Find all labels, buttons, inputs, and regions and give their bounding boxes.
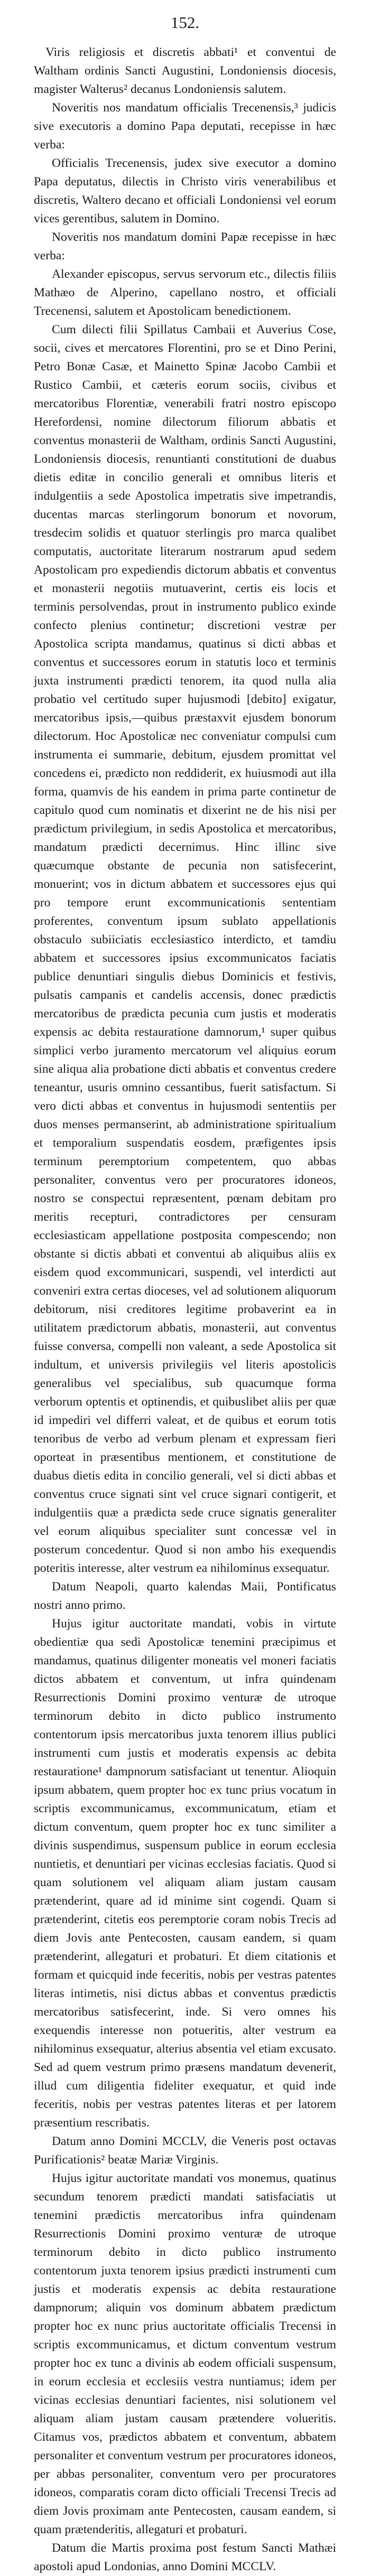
paragraph: Officialis Trecenensis, judex sive executor a domino Papa deputatus, dilectis in Christo viris venerabilibus et discretis, Waltero decano et officiali Londoniensi vel eorum vices gerentibus, salutem in Domino. [34,156,336,226]
document-body [34,43,336,2576]
paragraph: Noveritis nos mandatum officialis Trecenensis,³ judicis sive executoris a domino Papa deputati, recepisse in hæc verba: [34,101,336,152]
paragraph: Hujus igitur auctoritate mandati, vobis in virtute obedientiæ qua sedi Apostolicæ tenemini præcipimus et mandamus, quatinus diligenter moneatis vel moneri faciatis dictos abbatem et conventum, ut infra quindenam Resurrectionis Domini proximo venturæ de utroque terminorum debito in dicto publico instrumento contentorum ipsis mercatoribus juxta tenorem illius publici instrumenti cum justis et moderatis expensis ac debita restauratione¹ dampnorum satisfaciant ut tenentur. Alioquin ipsum abbatem, quem propter hoc ex tunc prius vocatum in scriptis excommunicamus, excommunicatum, etiam et dictum conventum, quem propter hoc ex tunc similiter a divinis suspendimus, suspensum publice in eorum ecclesia nuntietis, et denuntiari per vicinas ecclesias faciatis. Quod si quam solutionem vel aliquam aliam justam causam prætenderint, quare ad id minime sint cogendi. Quam si prætenderint, citetis eos peremptorie coram nobis Trecis ad diem Jovis ante Pentecosten, causam eandem, si quam prætenderint, allegaturi et probaturi. Et diem citationis et formam et quicquid inde feceritis, nobis per vestras patentes literas intimetis, nisi dictus abbas et conventus prædictis mercatoribus satisfecerint, inde. Si vero omnes his exequendis interesse non potueritis, alter vestrum ea nihilominus exsequatur, alterius absentia vel etiam excusato. Sed ad quem vestrum primo præsens mandatum devenerit, illud cum diligentia fideliter exequatur, et quid inde feceritis, nobis per vestras patentes literas et per latorem præsentium rescribatis. [34,1617,336,2130]
paragraph: Alexander episcopus, servus servorum etc., dilectis filiis Mathæo de Alperino, capellano nostro, et officiali Trecenensi, salutem et Apostolicam benedictionem. [34,267,336,318]
page-number: 152. [170,13,200,32]
paragraph: Cum dilecti filii Spillatus Cambaii et Auverius Cose, socii, cives et mercatores Florentini, pro se et Dino Perini, Petro Bonæ Casæ, et Mainetto Spinæ Jacobo Cambii et Rustico Cambii, et cæteris eorum sociis, civibus et mercatoribus Florentiæ, venerabili fratri nostro episcopo Herefordensi, nomine dilectorum filiorum abbatis et conventus monasterii de Waltham, ordinis Sancti Augustini, Londoniensis diocesis, renuntianti constitutioni de duabus dietis editæ in concilio generali et omnibus literis et indulgentiis a sede Apostolica impetratis sive impetrandis, ducentas marcas sterlingorum bonorum et novorum, tresdecim solidis et quatuor sterlingis pro marca qualibet computatis, auctoritate literarum nostrarum apud sedem Apostolicam pro expediendis dictorum abbatis et conventus et monasterii negotiis mutuaverint, certis eis locis et terminis persolvendas, prout in instrumento publico exinde confecto plenius continetur; discretioni vestræ per Apostolica scripta mandamus, quatinus si dicti abbas et conventus et successores eorum in statutis loco et terminis juxta instrumenti prædicti tenorem, ita quod nulla alia probatio vel certitudo super hujusmodi [debito] exigatur, mercatoribus ipsis,—quibus præstaxvit ejusdem bonorum dilectorum. Hoc Apostolicæ nec conveniatur compulsi cum instrumenta ei summarie, debitum, ejusdem promittat vel concedens ei, prædicto non reddiderit, ex huiusmodi aut illa forma, quamvis de his eandem in prima parte continetur de capitulo quod cum nominatis et dixerint ne de his nisi per prædictum privilegium, in sedis Apostolica et mercatoribus, mandatum prædicti decernimus. Hinc illinc sive quæcumque obstante de pecunia non satisfecerint, monuerint; vos in dictum abbatem et successores ejus qui pro tempore erunt excommunicationis sententiam proferentes, conventum ipsum sublato appellationis obstaculo subiiciatis ecclesiastico interdicto, et tamdiu abbatem et successores ipsius excommunicatos faciatis publice denuntiari singulis diebus Dominicis et festivis, pulsatis campanis et candelis accensis, donec prædictis mercatoribus de prædicta pecunia cum justis et moderatis expensis ac debita restauratione damnorum,¹ super quibus simplici verbo juramento mercatorum vel aliquius eorum sine aliqua alia probatione dicti abbatis et conventus credere teneantur, usuris omnino cessantibus, fuerit satisfactum. Si vero dicti abbas et conventus in hujusmodi sententiis per duos menses permanserint, ab administratione spiritualium et temporalium suspendatis eosdem, præfigentes ipsis terminum peremptorium competentem, quo abbas personaliter, conventus vero per procuratores idoneos, nostro se conspectui repræsentent, pœnam debitam pro meritis recepturi, contradictores per censuram ecclesiasticam appellatione postposita compescendo; non obstante si dictis abbati et conventui ab aliquibus aliis ex eisdem quod excommunicari, suspendi, vel interdicti aut conveniri extra certas dioceses, vel ad solutionem aliquorum debitorum, nisi creditores legitime probaverint ea in utilitatem prædictorum abbatis, monasterii, aut conventus fuisse conversa, compelli non valeant, a sede Apostolica sit indultum, et universis privilegiis vel literis apostolicis generalibus vel specialibus, sub quacumque forma verborum optentis et optinendis, et quibuslibet aliis per quæ id impediri vel differri valeat, et de quibus et eorum totis tenoribus de verbo ad verbum plenam et expressam fieri oporteat in præsentibus mentionem, et constitutione de duabus dietis edita in concilio generali, vel si dicti abbas et conventus cruce signati sint vel cruce signari contigerit, et indulgentiis quæ a prædicta sede cruce signatis generaliter vel eorum aliquibus specialiter sunt concessæ vel in posterum concedentur. Quod si non ambo his exequendis poteritis interesse, alter vestrum ea nihilominus exsequatur. [34,323,336,1575]
paragraph: Hujus igitur auctoritate mandati vos monemus, quatinus secundum tenorem prædicti mandati satisfaciatis ut tenemini prædictis mercatoribus infra quindenam Resurrectionis Domini proximo venturæ de utroque terminorum debito in dicto publico instrumento contentorum juxta tenorem ipsius prædicti instrumenti cum justis et moderatis expensis ac debita restauratione dampnorum; aliquin vos dominum abbatem prædictum propter hoc ex nunc prius auctoritate officialis Trecensi in scriptis excommunicamus, et dictum conventum vestrum propter hoc ex tunc a divinis ab eodem officiali suspensum, in eorum ecclesia et ecclesiis vestra nuntiamus; idem per vicinas ecclesias denuntiari facientes, nisi solutionem vel aliquam aliam justam causam prætendere volueritis. Citamus vos, prædictos abbatem et conventum, abbatem personaliter et conventum vestrum per procuratores idoneos, per abbas personaliter, conventum vero per procuratores idoneos, comparatis coram dicto officiali Trecensi Trecis ad diem Jovis proximam ante Pentecosten, causam eandem, si quam prætenderitis, allegaturi et probaturi. [34,2171,336,2536]
paragraph: Viris religiosis et discretis abbati¹ et conventui de Waltham ordinis Sancti Augustini, Londoniensis diocesis, magister Walterus² decanus Londoniensis salutem. [34,45,336,96]
paragraph: Datum die Martis proxima post festum Sancti Mathæi apostoli apud Londonias, anno Domini MCCLV. [34,2541,336,2573]
paragraph: Noveritis nos mandatum domini Papæ recepisse in hæc verba: [34,230,336,263]
paragraph: Datum anno Domini MCCLV, die Veneris post octavas Purificationis² beatæ Mariæ Virginis. [34,2134,336,2167]
paragraph: Datum Neapoli, quarto kalendas Maii, Pontificatus nostri anno primo. [34,1580,336,1612]
